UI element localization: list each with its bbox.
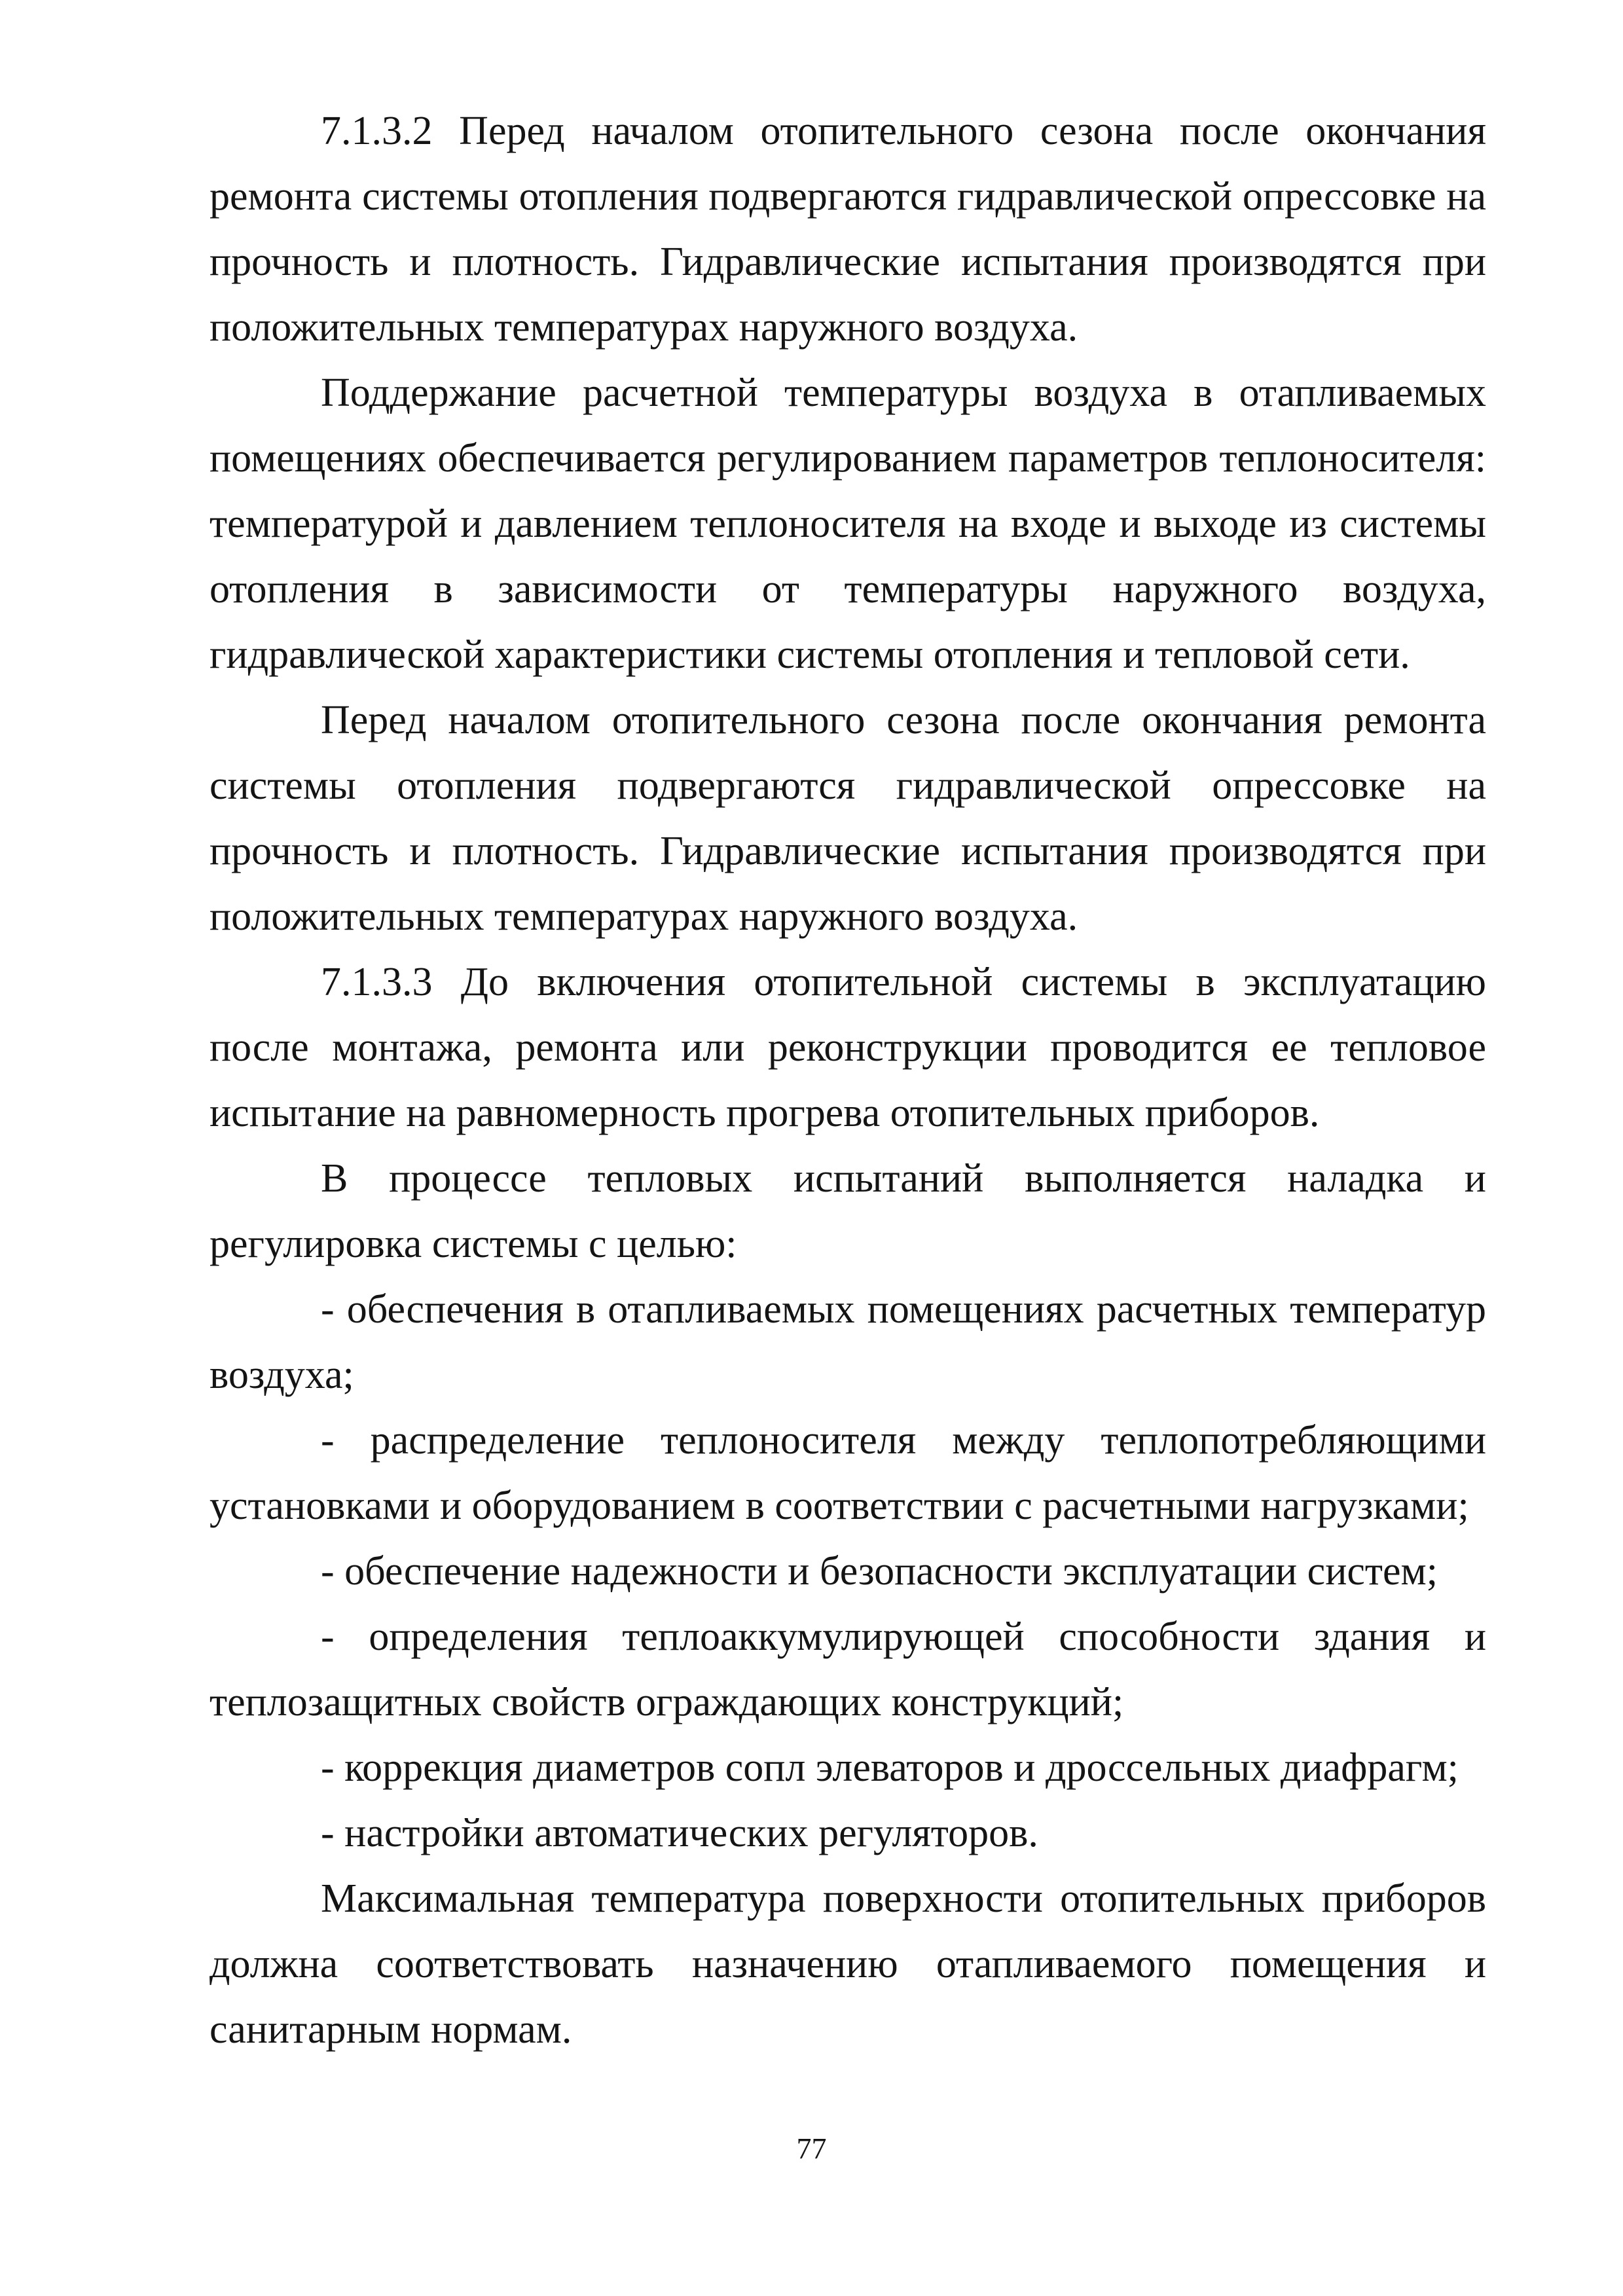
paragraph-thermal-tests-intro: В процессе тепловых испытаний выполняется наладка и регулировка системы с целью: xyxy=(210,1156,1486,1266)
list-item: - настройки автоматических регуляторов. xyxy=(321,1811,1038,1855)
paragraph-max-surface-temperature: Максимальная температура поверхности отопительных приборов должна соответствовать назначению отапливаемого помещения и санитарным нормам. xyxy=(210,1876,1486,2052)
list-item: - определения теплоаккумулирующей способности здания и теплозащитных свойств ограждающих конструкций; xyxy=(210,1614,1486,1724)
list-item: - коррекция диаметров сопл элеваторов и дроссельных диафрагм; xyxy=(321,1745,1459,1790)
paragraph-pressure-testing: Перед началом отопительного сезона после окончания ремонта системы отопления подвергаются гидравлической опрессовке на прочность и плотность. Гидравлические испытания производятся при положительных температурах наружного воздуха. xyxy=(210,698,1486,939)
list-item: - обеспечения в отапливаемых помещениях расчетных температур воздуха; xyxy=(210,1287,1486,1397)
paragraph-temperature-maintenance: Поддержание расчетной температуры воздуха в отапливаемых помещениях обеспечивается регулированием параметров теплоносителя: температурой и давлением теплоносителя на входе и выходе из системы отопления в зависимости от температуры наружного воздуха, гидравлической характеристики системы отопления и тепловой сети. xyxy=(210,371,1486,677)
paragraph-7-1-3-2: 7.1.3.2 Перед началом отопительного сезона после окончания ремонта системы отопления подвергаются гидравлической опрессовке на прочность и плотность. Гидравлические испытания производятся при положительных температурах наружного воздуха. xyxy=(210,109,1486,350)
paragraph-7-1-3-3: 7.1.3.3 До включения отопительной системы в эксплуатацию после монтажа, ремонта или реконструкции проводится ее тепловое испытание на равномерность прогрева отопительных приборов. xyxy=(210,960,1486,1135)
list-item: - распределение теплоносителя между теплопотребляющими установками и оборудованием в соответствии с расчетными нагрузками; xyxy=(210,1418,1486,1528)
document-body xyxy=(210,98,1486,2062)
page-number: 77 xyxy=(796,2132,827,2165)
list-item: - обеспечение надежности и безопасности эксплуатации систем; xyxy=(321,1549,1438,1594)
